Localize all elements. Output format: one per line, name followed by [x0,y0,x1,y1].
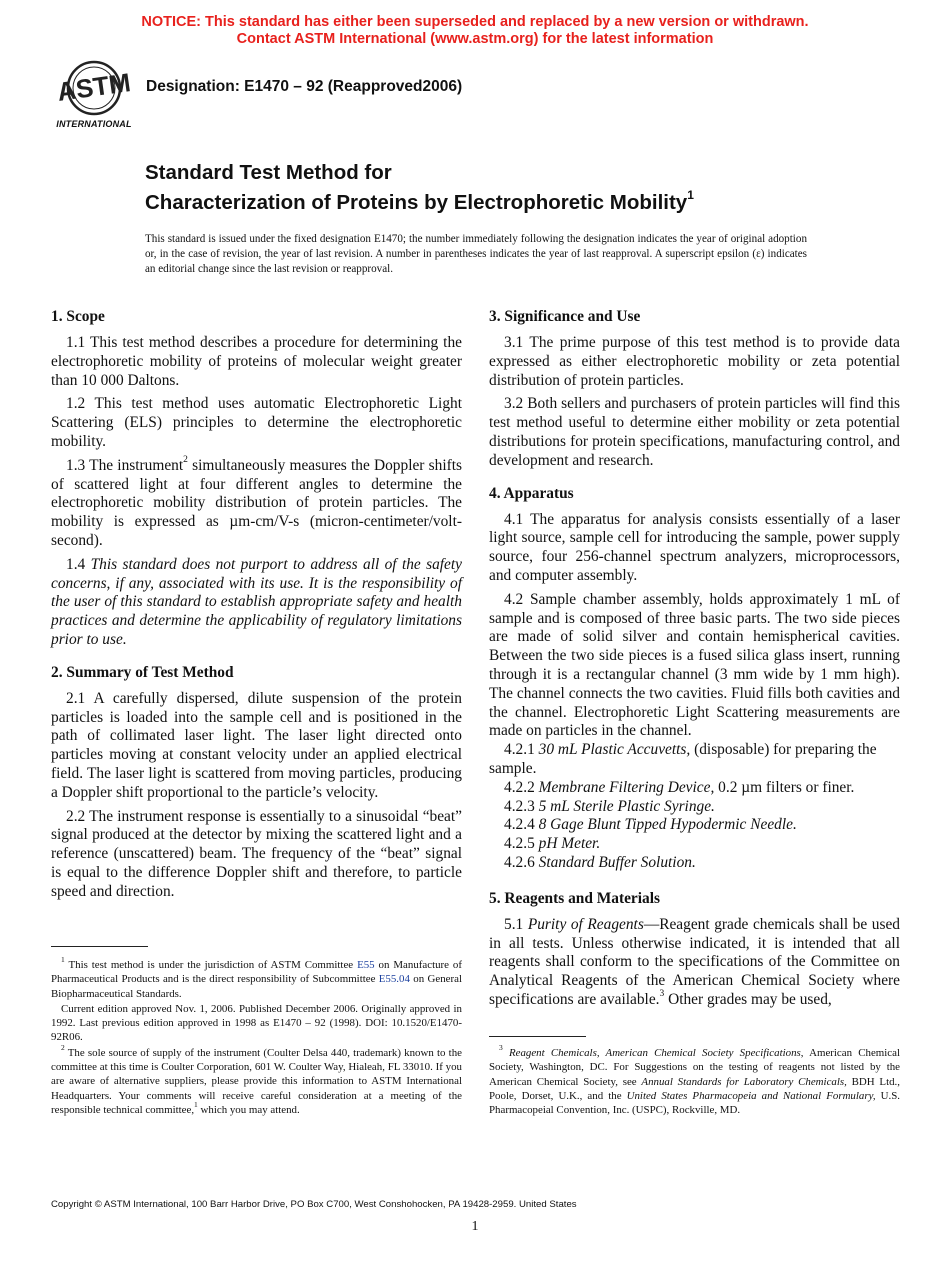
footnote-rule-right [489,1036,586,1037]
section-heading-apparatus: 4. Apparatus [489,484,574,502]
footnote-1: $^1$ This test method is under the jurisdiction of ASTM Committee E55 on Manufacture of Pharmaceutical Products and is the direct responsibility of Subcommittee E55.04 on General Biopharmaceutical Standards. [51,955,462,1000]
paragraph-1-2: 1.2 This test method uses automatic Electrophoretic Light Scattering (ELS) principles to determine the electrophoretic mobility. [51,395,462,450]
subcommittee-e55-04-link[interactable]: E55.04 [378,973,410,986]
withdrawal-notice [0,14,950,48]
issued-note: This standard is issued under the fixed designation E1470; the number immediately following the designation indicates the year of original adoption or, in the case of revision, the year of last revision. A number in parentheses indicates the year of last reapproval. A superscript epsilon (ε) indicates an editorial change since the last revision or reapproval. [145,233,807,275]
committee-e55-link[interactable]: E55 [357,959,375,971]
list-item-4-2-6: 4.2.6 Standard Buffer Solution. [504,853,696,871]
logo-caption: INTERNATIONAL [56,119,132,129]
notice-line-1: NOTICE: This standard has either been superseded and replaced by a new version or withdrawn. [141,14,809,30]
paragraph-1-1: 1.1 This test method describes a procedure for determining the electrophoretic mobility of proteins of molecular weight greater than 10 000 Daltons. [51,334,462,389]
list-item-4-2-1: 4.2.1 30 mL Plastic Accuvetts, (disposable) for preparing the sample. [489,741,877,777]
section-heading-significance: 3. Significance and Use [489,308,641,325]
paragraph-2-2: 2.2 The instrument response is essentially to a sinusoidal “beat” signal produced at the detector by mixing the scattered light and a reference (unscattered) beam. The frequency of the “beat” signal is equal to the difference Doppler shift and therefore, to particle speed and direction. [51,807,462,900]
footnote-ref-3: 3 [659,988,665,999]
footnotes-right [489,1043,900,1118]
paragraph-3-1: 3.1 The prime purpose of this test method is to provide data expressed as either electrophoretic mobility or zeta potential distribution of protein particles. [489,334,900,389]
list-item-4-2-5: 4.2.5 pH Meter. [504,835,601,853]
paragraph-2-1: 2.1 A carefully dispersed, dilute suspension of the protein particles is loaded into the sample cell and is positioned in the path of collimated laser light. The laser light directed onto particles moving at constant velocity under an applied electrical field. The laser light is scattered from moving particles, producing a Doppler shift proportional to the particle’s velocity. [51,689,462,801]
footnote-rule-left [51,946,148,947]
list-item-4-2-4: 4.2.4 8 Gage Blunt Tipped Hypodermic Needle. [504,816,797,834]
section-heading-summary: 2. Summary of Test Method [51,663,234,681]
footnote-1-edition: Current edition approved Nov. 1, 2006. Published December 2006. Originally approved in 1992. Last previous edition approved in 1998 as E1470 – 92 (1998). DOI: 10.1520/E1470-92R06. [51,1002,462,1044]
astm-logo-icon [52,54,136,134]
footnote-ref-2: 2 [183,454,188,465]
left-column [51,307,462,907]
document-title [145,160,905,215]
paragraph-1-3: 1.3 The instrument$^2$ simultaneously measures the Doppler shifts of scattered light at four different angles to determine the electrophoretic mobility distribution of protein particles. The mobility is expressed as µm-cm/V-s (micron-centimeter/volt-second). [51,454,462,549]
designation: Designation: E1470 – 92 (Reapproved2006) [146,78,463,95]
section-heading-reagents: 5. Reagents and Materials [489,889,660,907]
copyright-notice: Copyright © ASTM International, 100 Barr Harbor Drive, PO Box C700, West Conshohocken, PA 19428-2959. United States [51,1199,577,1210]
right-column [489,307,900,1015]
list-item-4-2-3: 4.2.3 5 mL Sterile Plastic Syringe. [504,797,715,815]
footnote-3: $^3$ Reagent Chemicals, American Chemical Society Specifications, American Chemical Society, Washington, DC. For Suggestions on the testing of reagents not listed by the American Chemical Society, see Annual Standards for Laboratory Chemicals, BDH Ltd., Poole, Dorset, U.K., and the United States Pharmacopeia and National Formulary, U.S. Pharmacopeial Convention, Inc. (USPC), Rockville, MD. [489,1043,900,1117]
page-number: 1 [471,1219,479,1234]
section-heading-scope: 1. Scope [51,308,105,325]
paragraph-3-2: 3.2 Both sellers and purchasers of protein particles will find this test method useful to determine either mobility or zeta potential distributions for protein specifications, manufacturing control, and development and research. [489,395,900,469]
title-line-1: Standard Test Method for [145,161,392,184]
list-item-4-2-2: 4.2.2 Membrane Filtering Device, 0.2 µm filters or finer. [504,778,855,796]
footnotes-left [51,955,462,1118]
title-footnote-ref: 1 [687,188,694,202]
paragraph-4-1: 4.1 The apparatus for analysis consists essentially of a laser light source, sample cell for introducing the sample, power supply source, four 256-channel spectrum analyzers, microprocessors, and computer assembly. [489,510,900,584]
title-line-2: Characterization of Proteins by Electrophoretic Mobility$^1$ [145,188,694,214]
paragraph-4-2: 4.2 Sample chamber assembly, holds approximately 1 mL of sample and is composed of three basic parts. The two side pieces are made of solid silver and contain hemispherical cavities. Between the two side pieces is a fused silica glass insert, running through it is a rectangular channel (3 mm wide by 1 mm high). The channel connects the two cavities. Fluid fills both cavities and the channel. Electrophoretic Light Scattering measurements are made on particles in the channel. [489,590,900,740]
footnote-2: $^2$ The sole source of supply of the instrument (Coulter Delsa 440, trademark) known to the committee at this time is Coulter Corporation, 601 W. Coulter Way, Hialeah, FL 33010. If you are aware of alternative suppliers, please provide this information to ASTM International Headquarters. Your comments will receive careful consideration at a meeting of the responsible technical committee,$^1$ which you may attend. [51,1043,462,1116]
notice-line-2: Contact ASTM International (www.astm.org) for the latest information [236,31,714,47]
svg-text:ASTM: ASTM [55,67,133,107]
paragraph-5-1: 5.1 Purity of Reagents—Reagent grade chemicals shall be used in all tests. Unless otherwise indicated, it is intended that all reagents shall conform to the specifications of the Committee on Analytical Reagents of the American Chemical Society where specifications are available.$^3$ Other grades may be used, [489,915,900,1008]
paragraph-1-4: 1.4 This standard does not purport to address all of the safety concerns, if any, associated with its use. It is the responsibility of the user of this standard to establish appropriate safety and health practices and determine the applicability of regulatory limitations prior to use. [51,555,462,648]
